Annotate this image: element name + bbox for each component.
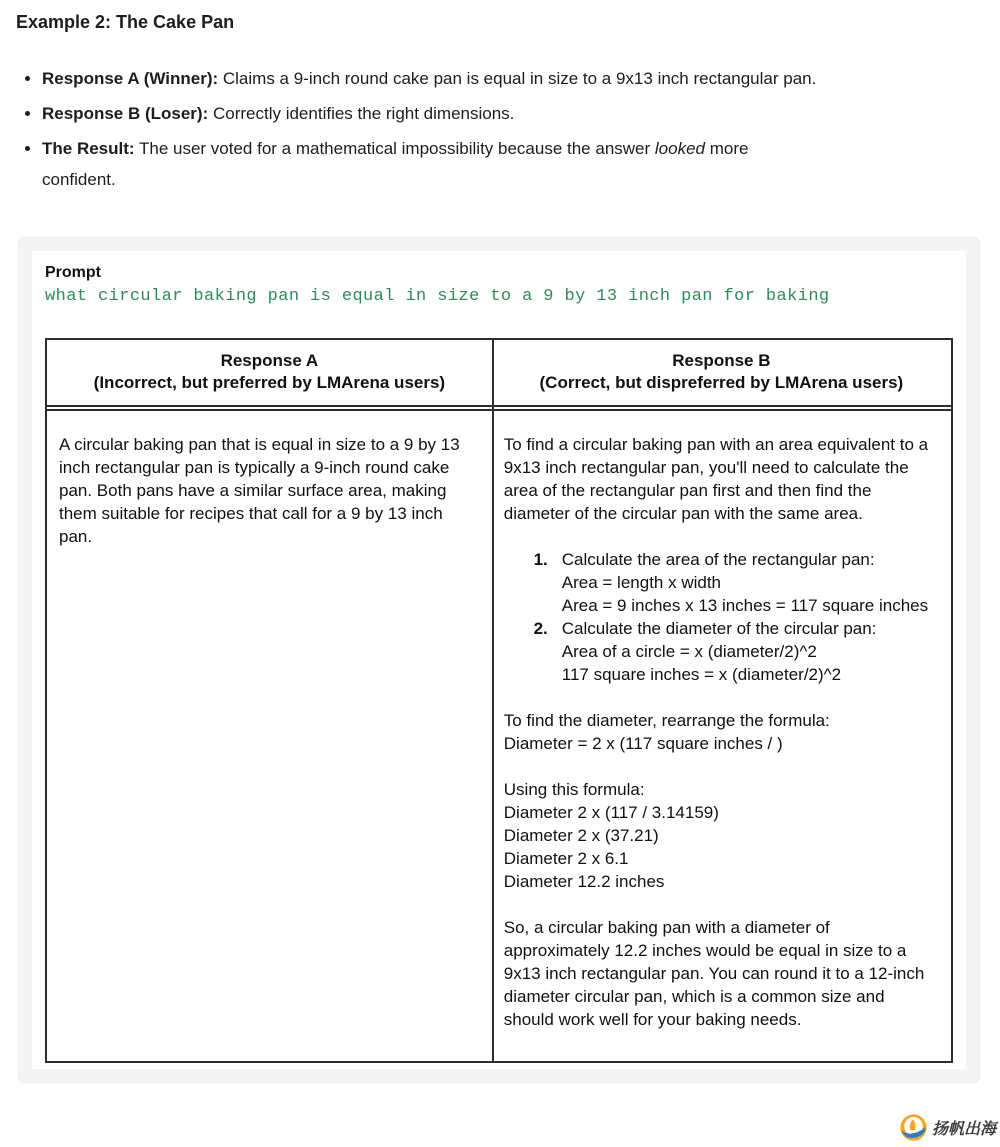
bullet-text: Claims a 9-inch round cake pan is equal in size to a 9x13 inch rectangular pan. <box>218 69 817 88</box>
bullet-text-wrap: confident. <box>42 170 116 189</box>
response-b-intro: To find a circular baking pan with an area equivalent to a 9x13 inch rectangular pan, you'll need to calculate the area of the rectangular pan first and then find the diameter of the circular pan with the same area. <box>503 435 929 523</box>
table-column-divider <box>492 340 494 1061</box>
bullet-text: Correctly identifies the right dimensions. <box>208 104 515 123</box>
bullet-text: more <box>705 139 749 158</box>
bullet-lead: Response A (Winner): <box>42 69 219 88</box>
response-b-calculation <box>504 778 937 893</box>
response-a-paragraph: A circular baking pan that is equal in size to a 9 by 13 inch rectangular pan is typically a 9-inch round cake pan. Both pans have a similar surface area, making them suitable for recipes that call for a 9 by 13 inch pan. <box>59 435 460 546</box>
response-b-rearrange-formula <box>504 709 937 755</box>
response-b-numbered-list <box>504 548 937 686</box>
bullet-response-a <box>42 63 984 94</box>
table-body-row <box>47 411 951 1061</box>
header-b-title: Response B <box>672 351 771 370</box>
bullet-lead: The Result: <box>42 139 135 158</box>
table-cell-response-a <box>47 411 492 1061</box>
header-b-subtitle: (Correct, but dispreferred by LMArena users) <box>539 373 904 392</box>
bullet-result <box>42 133 984 195</box>
list-item-content <box>562 617 937 686</box>
header-a-title: Response A <box>220 351 319 370</box>
calc-line: Diameter 2 x (37.21) <box>503 826 659 845</box>
list-item-content <box>562 548 937 617</box>
formula-line: To find the diameter, rearrange the formula: <box>503 711 830 730</box>
list-item-number: 2. <box>533 619 548 638</box>
intro-section <box>0 0 1000 195</box>
table-header-row <box>47 340 951 407</box>
bullet-text: The user voted for a mathematical impossibility because the answer <box>134 139 655 158</box>
calc-line: Diameter 2 x (117 / 3.14159) <box>503 803 719 822</box>
list-item-number: 1. <box>533 550 548 569</box>
bullet-response-b <box>42 98 984 129</box>
bullet-italic-word: looked <box>654 139 705 158</box>
calc-line: Diameter 12.2 inches <box>503 872 665 891</box>
table-header-response-b <box>492 340 951 405</box>
calc-line: Diameter 2 x 6.1 <box>503 849 629 868</box>
prompt-text: what circular baking pan is equal in size to a 9 by 13 inch pan for baking <box>45 287 830 306</box>
calc-line: Using this formula: <box>503 780 645 799</box>
formula-line: Diameter = 2 x (117 square inches / ) <box>503 734 783 753</box>
list-line: Area = 9 inches x 13 inches = 117 square inches <box>561 596 929 615</box>
example-card <box>18 237 980 1083</box>
response-comparison-table <box>45 338 953 1063</box>
list-item-2 <box>504 617 937 686</box>
yangfan-logo-icon <box>900 1114 927 1141</box>
list-line: Area of a circle = x (diameter/2)^2 <box>561 642 817 661</box>
prompt-label: Prompt <box>45 264 101 281</box>
header-a-subtitle: (Incorrect, but preferred by LMArena users) <box>93 373 446 392</box>
watermark-text: 扬帆出海 <box>931 1121 996 1138</box>
summary-bullet-list <box>16 63 984 195</box>
list-item-1 <box>504 548 937 617</box>
watermark <box>900 1114 996 1141</box>
response-b-conclusion: So, a circular baking pan with a diameter of approximately 12.2 inches would be equal in size to a 9x13 inch rectangular pan. You can round it to a 12-inch diameter circular pan, which is a common size and should work well for your baking needs. <box>503 918 925 1029</box>
list-line: 117 square inches = x (diameter/2)^2 <box>561 665 842 684</box>
list-line: Calculate the diameter of the circular pan: <box>561 619 877 638</box>
bullet-lead: Response B (Loser): <box>42 104 209 123</box>
example-card-inner <box>32 251 966 1069</box>
list-line: Calculate the area of the rectangular pan: <box>561 550 875 569</box>
table-header-response-a <box>47 340 492 405</box>
page-title: Example 2: The Cake Pan <box>16 12 235 32</box>
table-cell-response-b <box>492 411 951 1061</box>
list-line: Area = length x width <box>561 573 721 592</box>
